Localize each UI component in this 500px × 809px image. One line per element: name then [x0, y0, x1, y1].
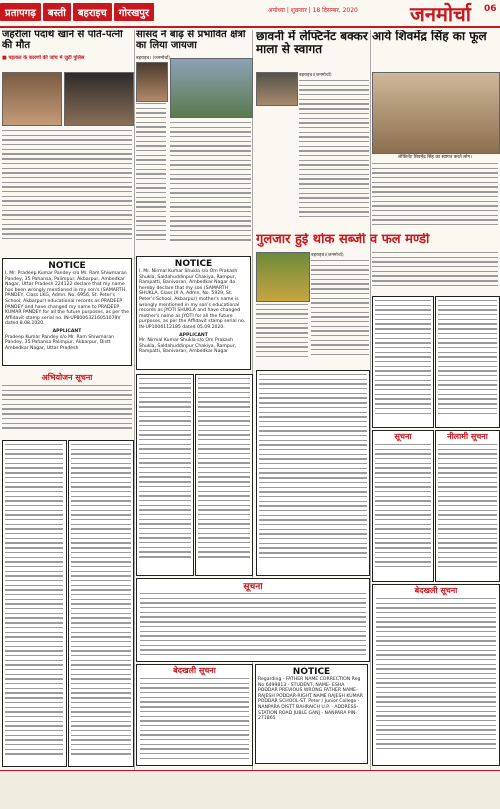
header-rule — [0, 26, 500, 28]
notice-body: I, Mr. Pradeep Kumar Pandey s/o Mr. Ram Shiwmaran Pandey, 35 Pahansa, Palimpur, Akbarpur, Ambedkar Nagar, Uttar Pradesh 224122 declare that my name has been wrongly mentioned in my son's (SAMARTH PANDEY, Class LKG, Admn. No. 6956, St. Peter's School, Akbarpur) educational records as PRADEEP PANDEY and have changed my name to PRADEEP KUMAR PANDEY for all the future purposes, as per the Affidavit stamp serial no. IN-UP80063216051079V dated 8.08.2020. — [5, 271, 129, 327]
notice-box-left — [2, 258, 132, 366]
story3-headline: छावनी में लेफ्टिनेंट बक्कर आये शिवमेंद्र सिंह का फूल माला से स्वागत — [256, 30, 487, 56]
tab-bahraich[interactable]: बहराइच — [73, 3, 112, 21]
masthead-logo: जनमोर्चा — [410, 2, 471, 26]
notice-applicant-label: APPLICANT — [52, 328, 82, 334]
story3-photo-welcome — [372, 72, 500, 154]
bedakhli-box-left — [136, 664, 253, 766]
story2-photo-mp — [136, 62, 168, 102]
story1-photo-woman — [2, 72, 62, 126]
nilami-title: नीलामी सूचना — [447, 432, 488, 441]
page-header — [0, 0, 500, 26]
nilami-box — [435, 430, 500, 582]
notice-body: I, Mr. Nirmal Kumar Shukla s/o Om Prakash Shukla, Saldahuddinpur Chakiya, Rampur, Rampatti, Banivaran, Ambedkar Nagar do hereby declare that my son (SAMARTH SHUKLA, Class IX A, Admn. No. 5929, St. Peter's School, Akbarpur) mother's name is wrongly mentioned in my son's educational records as JYOTI SHUKLA and have changed mother's name as JYOTI for all the future purposes, as per the Affidavit stamp serial no. IN-UP1006112185 dated 05.09.2020. — [139, 269, 246, 330]
story4-byline: बहराइच।(जनमोर्चा) — [311, 253, 344, 258]
story2-headline: सांसद ने बाढ़ से प्रभावित क्षेत्रों का लिया जायजा — [136, 30, 246, 51]
story2-photo-flood — [170, 58, 253, 118]
story1-headline: जहरीला पदार्थ खाने से पति-पत्नी की मौत — [2, 30, 123, 51]
story2-body-a — [136, 103, 166, 253]
story1-byline: ■ पड़ताल के कारणों की जांच में जुटी पुलिस — [2, 55, 85, 61]
page-footer — [0, 770, 500, 809]
legal-notice-mid1 — [136, 374, 194, 576]
notice-applicant-label: APPLICANT — [179, 332, 208, 338]
story1-body-text — [2, 130, 132, 248]
legal-notice-right1 — [256, 370, 370, 576]
tab-pratapgarh[interactable]: प्रतापगढ़ — [0, 3, 41, 21]
legal-notice-right3 — [435, 296, 500, 428]
soochna-box-right — [372, 430, 434, 582]
legal-notice-right2 — [372, 296, 434, 428]
story3-body-a — [299, 80, 369, 230]
bedakhli-title: बेदखली सूचना — [173, 666, 216, 675]
page-number: 06 — [484, 4, 497, 14]
notice-applicant: Mr. Nirmal Kumar Shukla s/o Om Prakash Shukla, Saldahuddinpur Chakiya, Rampur, Rampatti, Banivaran, Ambedkar Nagar — [139, 338, 237, 355]
notice-title: NOTICE — [292, 667, 331, 677]
tab-gorakhpur[interactable]: गोरखपुर — [114, 3, 154, 21]
notice-body: Regarding - FATHER NAME CORRECTION Reg No 6499813 - STUDENT, NAME- ESHA PODDAR PREVIOUS WRONG FATHER NAME-RAJESH PODDAR-RIGHT NAME RAJESH KUMAR PODDAR SCHOOL-ST. Peter / Junior College - NANPARA DISTT BAHRAICH U.P. - ADDRESS-STATION ROAD JUBLE GANJ - NANPARA PIN-271865 — [258, 677, 363, 722]
notice-title: NOTICE — [174, 259, 213, 269]
date-line: अयोध्या | शुक्रवार | 18 दिसम्बर, 2020 — [268, 7, 358, 14]
story4-photo-market — [256, 252, 310, 302]
notice-title: NOTICE — [48, 261, 86, 271]
tab-basti[interactable]: बस्ती — [43, 3, 71, 21]
soochna-title: सूचना — [243, 582, 263, 592]
notice-applicant: Pradeep Kumar Pandey s/o Mr. Ram Shiwmaran Pandey, 35 Pahansa Palimpur, Akbarpur, Distt Ambedkar Nagar, Uttar Pradesh — [5, 334, 115, 351]
abhiyojan-title: अभियोजन सूचना — [41, 373, 93, 382]
edition-tabs — [0, 3, 156, 21]
story4-body-c — [256, 304, 308, 364]
abhiyojan-text — [2, 385, 132, 435]
legal-notice-col1 — [2, 440, 67, 767]
story4-body-b — [372, 252, 498, 292]
legal-notice-mid2 — [195, 374, 253, 576]
story2-body-b — [170, 122, 251, 252]
column-divider — [370, 30, 371, 800]
story3-photo-caption: लेफ्टिनेंट शिवमेंद्र सिंह का स्वागत करते लोग। — [398, 155, 472, 160]
story3-body-b — [372, 163, 498, 233]
story3-photo-small — [256, 72, 298, 106]
soochna-box — [136, 578, 370, 662]
story4-body-a — [311, 260, 369, 365]
notice-box-middle — [136, 256, 251, 370]
story1-photo-man — [64, 72, 134, 126]
legal-notice-col2 — [68, 440, 134, 767]
bedakhli-box-right — [372, 584, 500, 766]
notice-box-bottom — [255, 664, 368, 764]
story2-byline: बहराइच। (जनमोर्चा) — [136, 56, 171, 61]
story4-headline: गुलजार हुई थोक सब्जी व फल मण्डी — [256, 233, 430, 247]
column-divider — [134, 30, 135, 800]
soochna-title-right: सूचना — [394, 432, 412, 441]
bedakhli-title-right: बेदखली सूचना — [414, 586, 458, 595]
story3-byline: बहराइच।(जनमोर्चा) — [299, 73, 332, 78]
